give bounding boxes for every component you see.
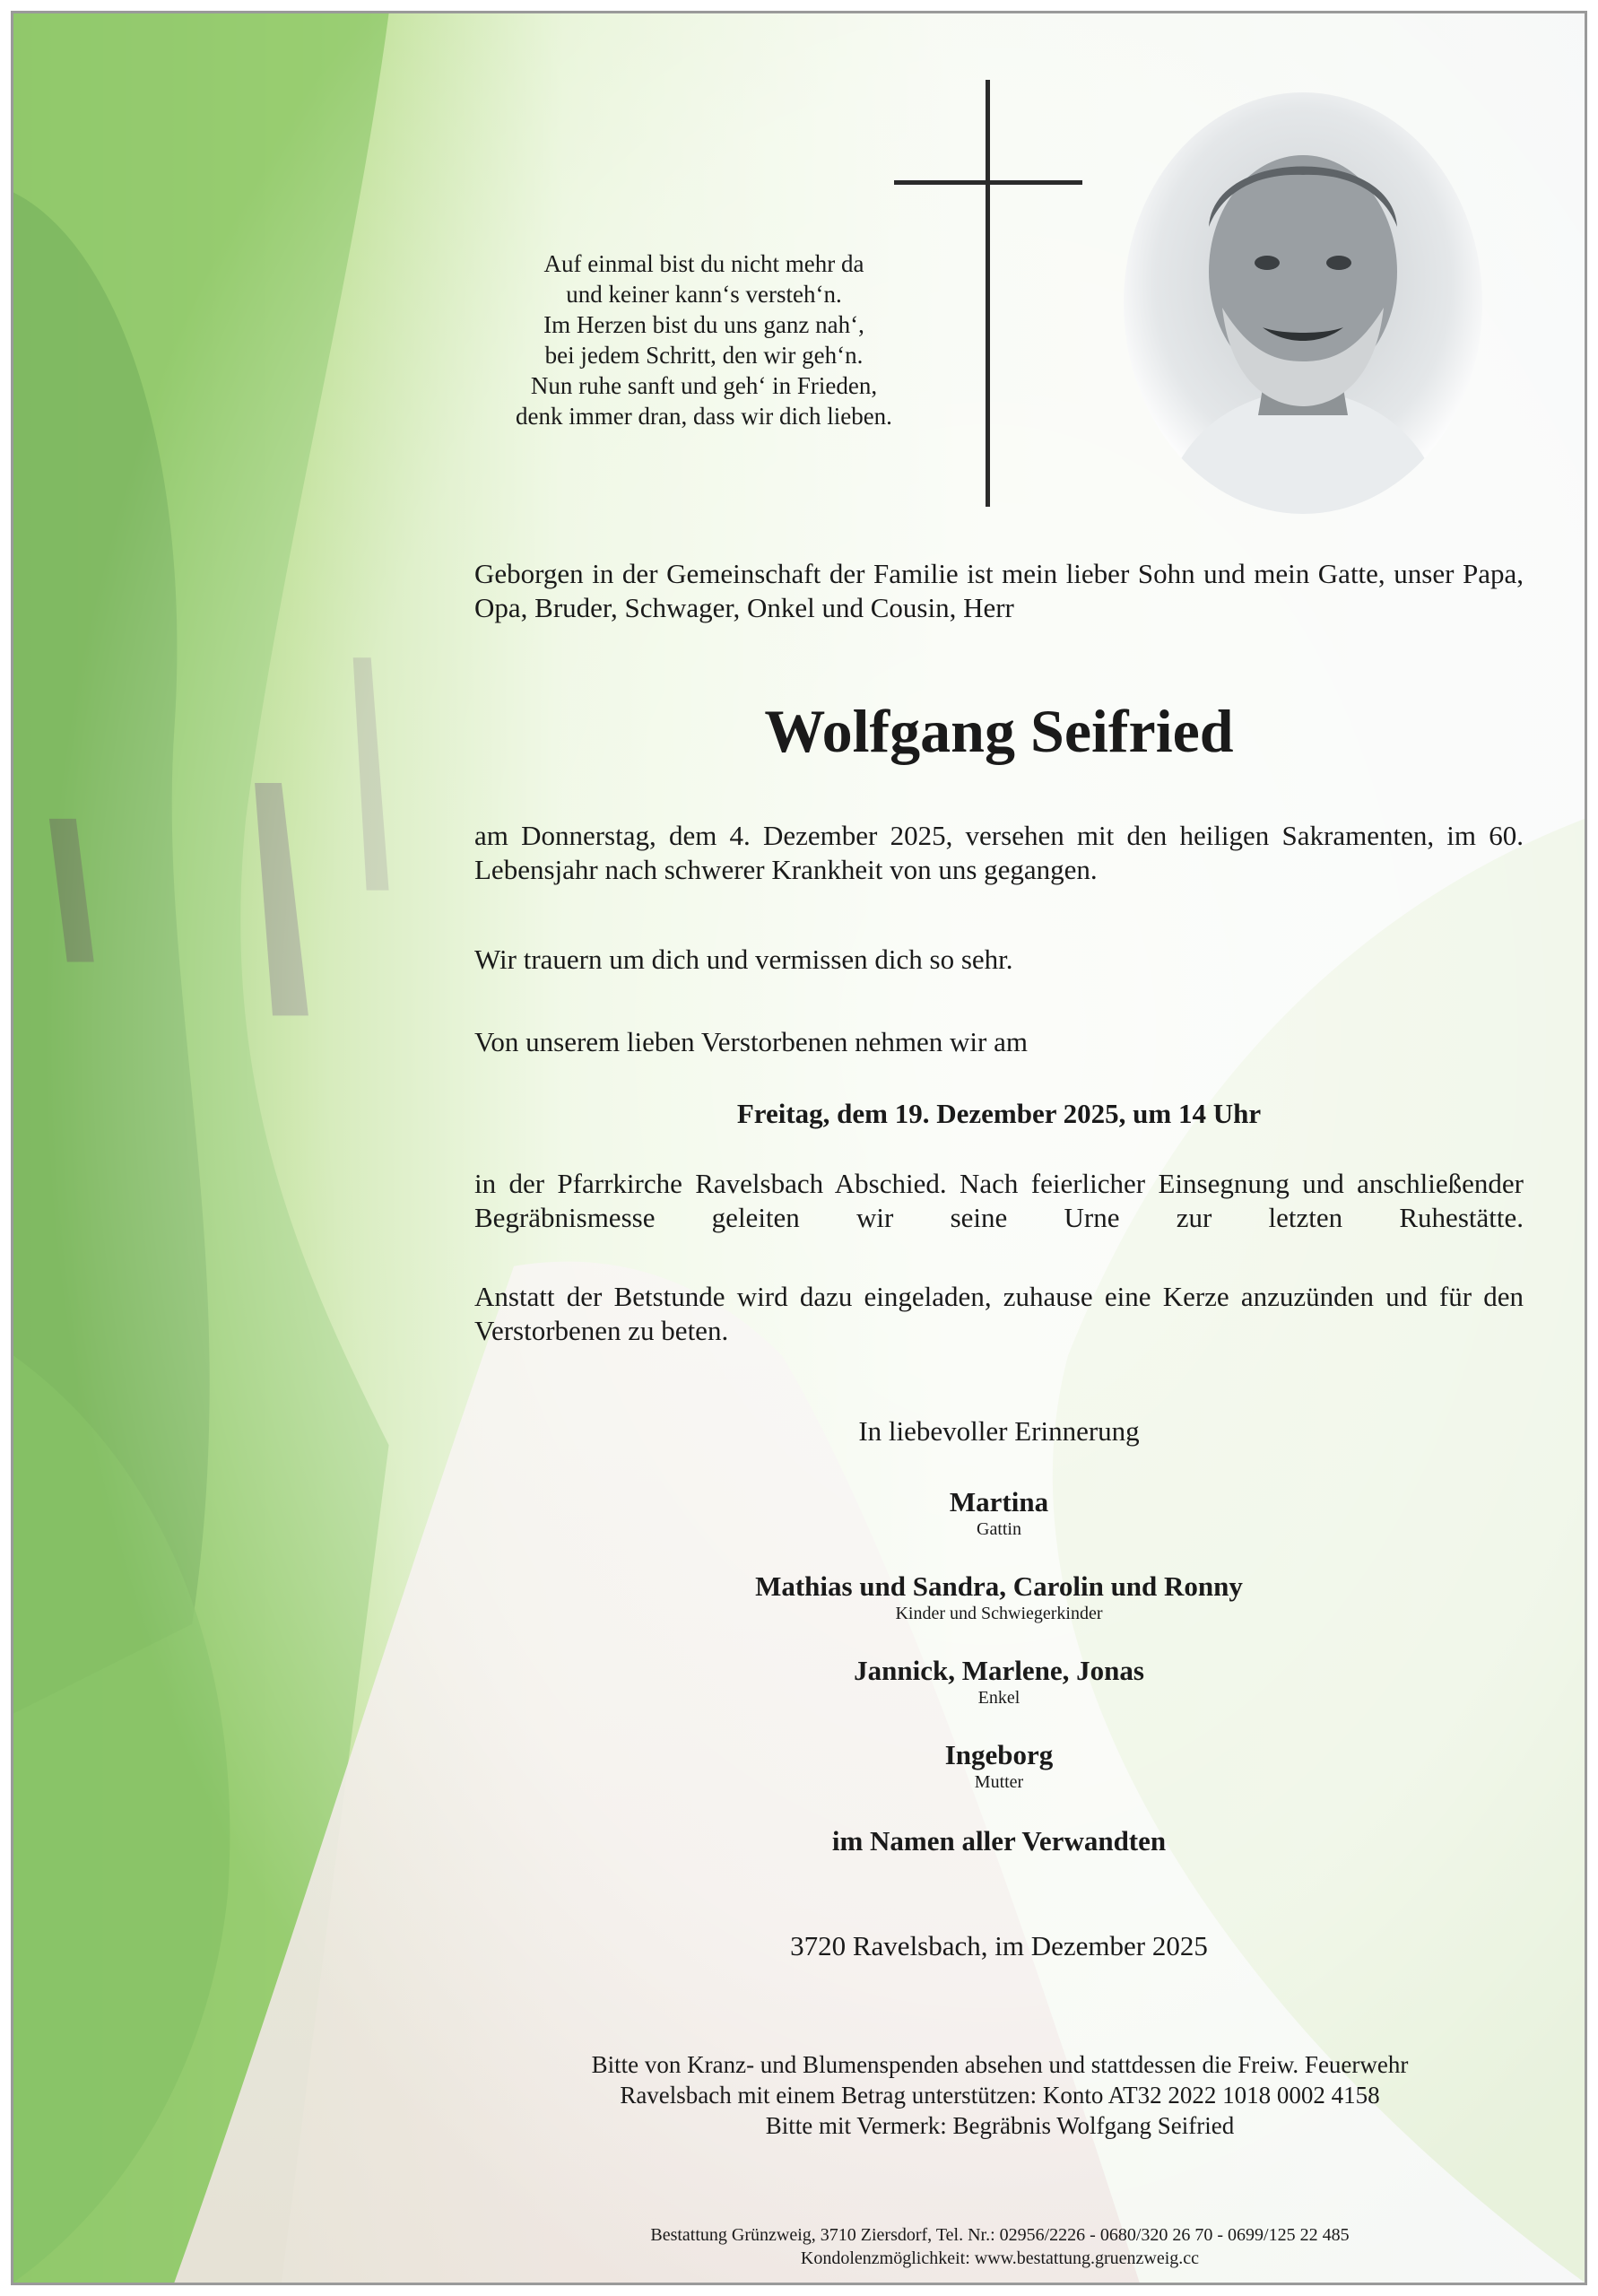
- relatives-line: im Namen aller Verwandten: [831, 1825, 1167, 1857]
- mourner-relation: Enkel: [977, 1688, 1020, 1708]
- obituary-frame: [11, 11, 1587, 2285]
- farewell-date: Freitag, dem 19. Dezember 2025, um 14 Uhr: [736, 1098, 1262, 1129]
- poem-line: bei jedem Schritt, den wir geh‘n.: [544, 342, 864, 369]
- mourner-names: Mathias und Sandra, Carolin und Ronny: [755, 1570, 1243, 1602]
- funeral-home-info: [408, 2223, 1587, 2270]
- remembrance-text: In liebevoller Erinnerung: [858, 1415, 1140, 1447]
- mourner-group: [474, 1570, 1524, 1624]
- poem-line: Nun ruhe sanft und geh‘ in Frieden,: [530, 372, 878, 399]
- death-notice-text: am Donnerstag, dem 4. Dezember 2025, versehen mit den heiligen Sakramenten, im 60. Lebensjahr nach schwerer Krankheit von uns gegangen.: [474, 820, 1524, 885]
- intro-text: Geborgen in der Gemeinschaft der Familie ist mein lieber Sohn und mein Gatte, unser Papa, Opa, Bruder, Schwager, Onkel und Cousin, Herr: [474, 558, 1524, 623]
- cross-icon: [894, 80, 1082, 507]
- poem: [435, 248, 973, 431]
- portrait-image: [1124, 92, 1482, 514]
- place-date: 3720 Ravelsbach, im Dezember 2025: [790, 1930, 1208, 1961]
- mourning-text: Wir trauern um dich und vermissen dich so sehr.: [474, 944, 1013, 975]
- mourner-names: Jannick, Marlene, Jonas: [854, 1655, 1144, 1686]
- mourner-group: [474, 1486, 1524, 1540]
- mourner-names: Ingeborg: [944, 1739, 1054, 1770]
- mourner-names: Martina: [949, 1486, 1049, 1518]
- donation-line: Bitte von Kranz- und Blumenspenden absehen und stattdessen die Freiw. Feuerwehr: [591, 2051, 1409, 2078]
- candle-note-text: Anstatt der Betstunde wird dazu eingeladen, zuhause eine Kerze anzuzünden und für den Verstorbenen zu beten.: [474, 1281, 1524, 1346]
- mourner-group: [474, 1655, 1524, 1709]
- donation-note: [408, 2049, 1587, 2141]
- poem-line: Im Herzen bist du uns ganz nah‘,: [543, 311, 864, 338]
- ceremony-text-content: in der Pfarrkirche Ravelsbach Abschied. Nach feierlicher Einsegnung und anschließender Begräbnismesse geleiten wir seine Urne zur letzten Ruhestätte.: [474, 1168, 1524, 1233]
- mourner-relation: Gattin: [977, 1519, 1021, 1539]
- donation-line: Ravelsbach mit einem Betrag unterstützen: Konto AT32 2022 1018 0002 4158: [620, 2082, 1380, 2109]
- poem-line: Auf einmal bist du nicht mehr da: [543, 250, 864, 277]
- funeral-home-contact: Bestattung Grünzweig, 3710 Ziersdorf, Tel. Nr.: 02956/2226 - 0680/320 26 70 - 0699/125 22 485: [650, 2225, 1350, 2245]
- mourner-group: [474, 1739, 1524, 1793]
- portrait-photo: [1124, 92, 1482, 514]
- relatives-text: [474, 1825, 1524, 1857]
- poem-line: denk immer dran, dass wir dich lieben.: [516, 403, 892, 430]
- ceremony-text: [474, 1167, 1524, 1235]
- poem-line: und keiner kann‘s versteh‘n.: [566, 281, 842, 308]
- deceased-name: Wolfgang Seifried: [764, 697, 1234, 765]
- donation-line: Bitte mit Vermerk: Begräbnis Wolfgang Seifried: [765, 2112, 1235, 2139]
- mourner-relation: Mutter: [974, 1772, 1024, 1792]
- condolence-link: Kondolenzmöglichkeit: www.bestattung.gruenzweig.cc: [800, 2248, 1200, 2268]
- farewell-intro-text: Von unserem lieben Verstorbenen nehmen wir am: [474, 1026, 1028, 1057]
- mourner-relation: Kinder und Schwiegerkinder: [895, 1604, 1103, 1623]
